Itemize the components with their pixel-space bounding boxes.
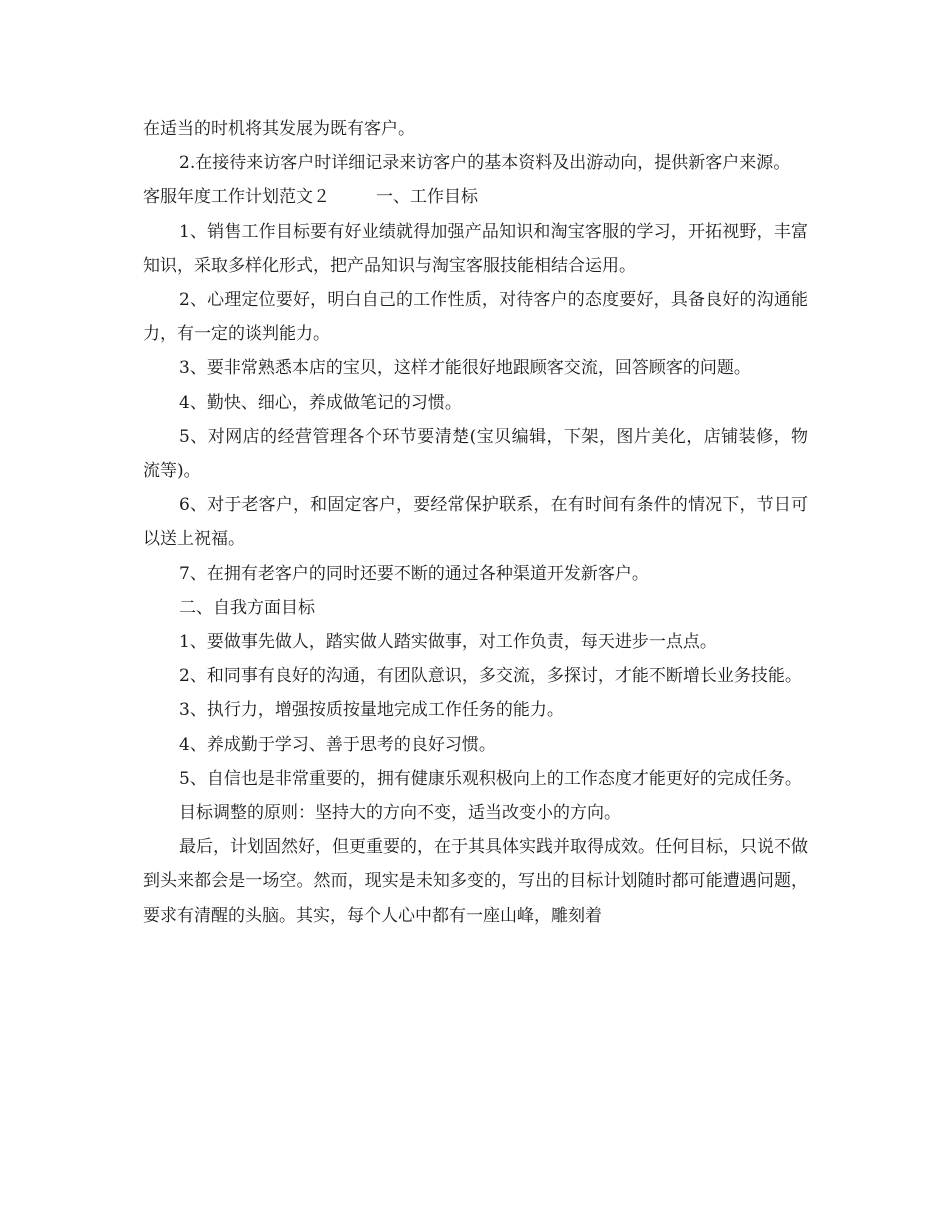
section-heading: 二、自我方面目标 <box>179 597 315 618</box>
paragraph: 2、和同事有良好的沟通，有团队意识，多交流，多探讨，才能不断增长业务技能。 <box>179 666 802 687</box>
article-heading-line <box>143 180 808 214</box>
paragraph: 5、对网店的经营管理各个环节要清楚(宝贝编辑，下架，图片美化，店铺装修，物流等)。 <box>143 426 808 482</box>
paragraph: 在适当的时机将其发展为既有客户。 <box>143 119 415 139</box>
paragraph: 5、自信也是非常重要的，拥有健康乐观积极向上的工作态度才能更好的完成任务。 <box>179 768 802 789</box>
paragraph: 3、执行力，增强按质按量地完成工作任务的能力。 <box>179 700 564 721</box>
section-heading: 一、工作目标 <box>376 187 478 208</box>
paragraph: 4、勤快、细心，养成做笔记的习惯。 <box>179 392 462 413</box>
paragraph: 1、销售工作目标要有好业绩就得加强产品知识和淘宝客服的学习，开拓视野，丰富知识，采取多样化形式，把产品知识与淘宝客服技能相结合运用。 <box>143 221 808 276</box>
paragraph: 2.在接待来访客户时详细记录来访客户的基本资料及出游动向，提供新客户来源。 <box>179 153 791 174</box>
paragraph: 7、在拥有老客户的同时还要不断的通过各种渠道开发新客户。 <box>179 563 649 584</box>
document-body <box>143 112 808 933</box>
article-title: 客服年度工作计划范文２ <box>143 187 330 208</box>
paragraph: 目标调整的原则：坚持大的方向不变，适当改变小的方向。 <box>179 803 621 824</box>
paragraph: 4、养成勤于学习、善于思考的良好习惯。 <box>179 734 496 755</box>
paragraph: 1、要做事先做人，踏实做人踏实做事，对工作负责，每天进步一点点。 <box>179 632 717 653</box>
paragraph: 2、心理定位要好，明白自己的工作性质，对待客户的态度要好，具备良好的沟通能力，有一定的谈判能力。 <box>143 290 808 345</box>
paragraph: 6、对于老客户，和固定客户，要经常保护联系，在有时间有条件的情况下，节日可以送上祝福。 <box>143 495 808 550</box>
paragraph: 最后，计划固然好，但更重要的，在于其具体实践并取得成效。任何目标，只说不做到头来都会是一场空。然而，现实是未知多变的，写出的目标计划随时都可能遭遇问题，要求有清醒的头脑。其实，每个人心中都有一座山峰，雕刻着 <box>143 837 808 926</box>
paragraph: 3、要非常熟悉本店的宝贝，这样才能很好地跟顾客交流，回答顾客的问题。 <box>179 358 751 379</box>
